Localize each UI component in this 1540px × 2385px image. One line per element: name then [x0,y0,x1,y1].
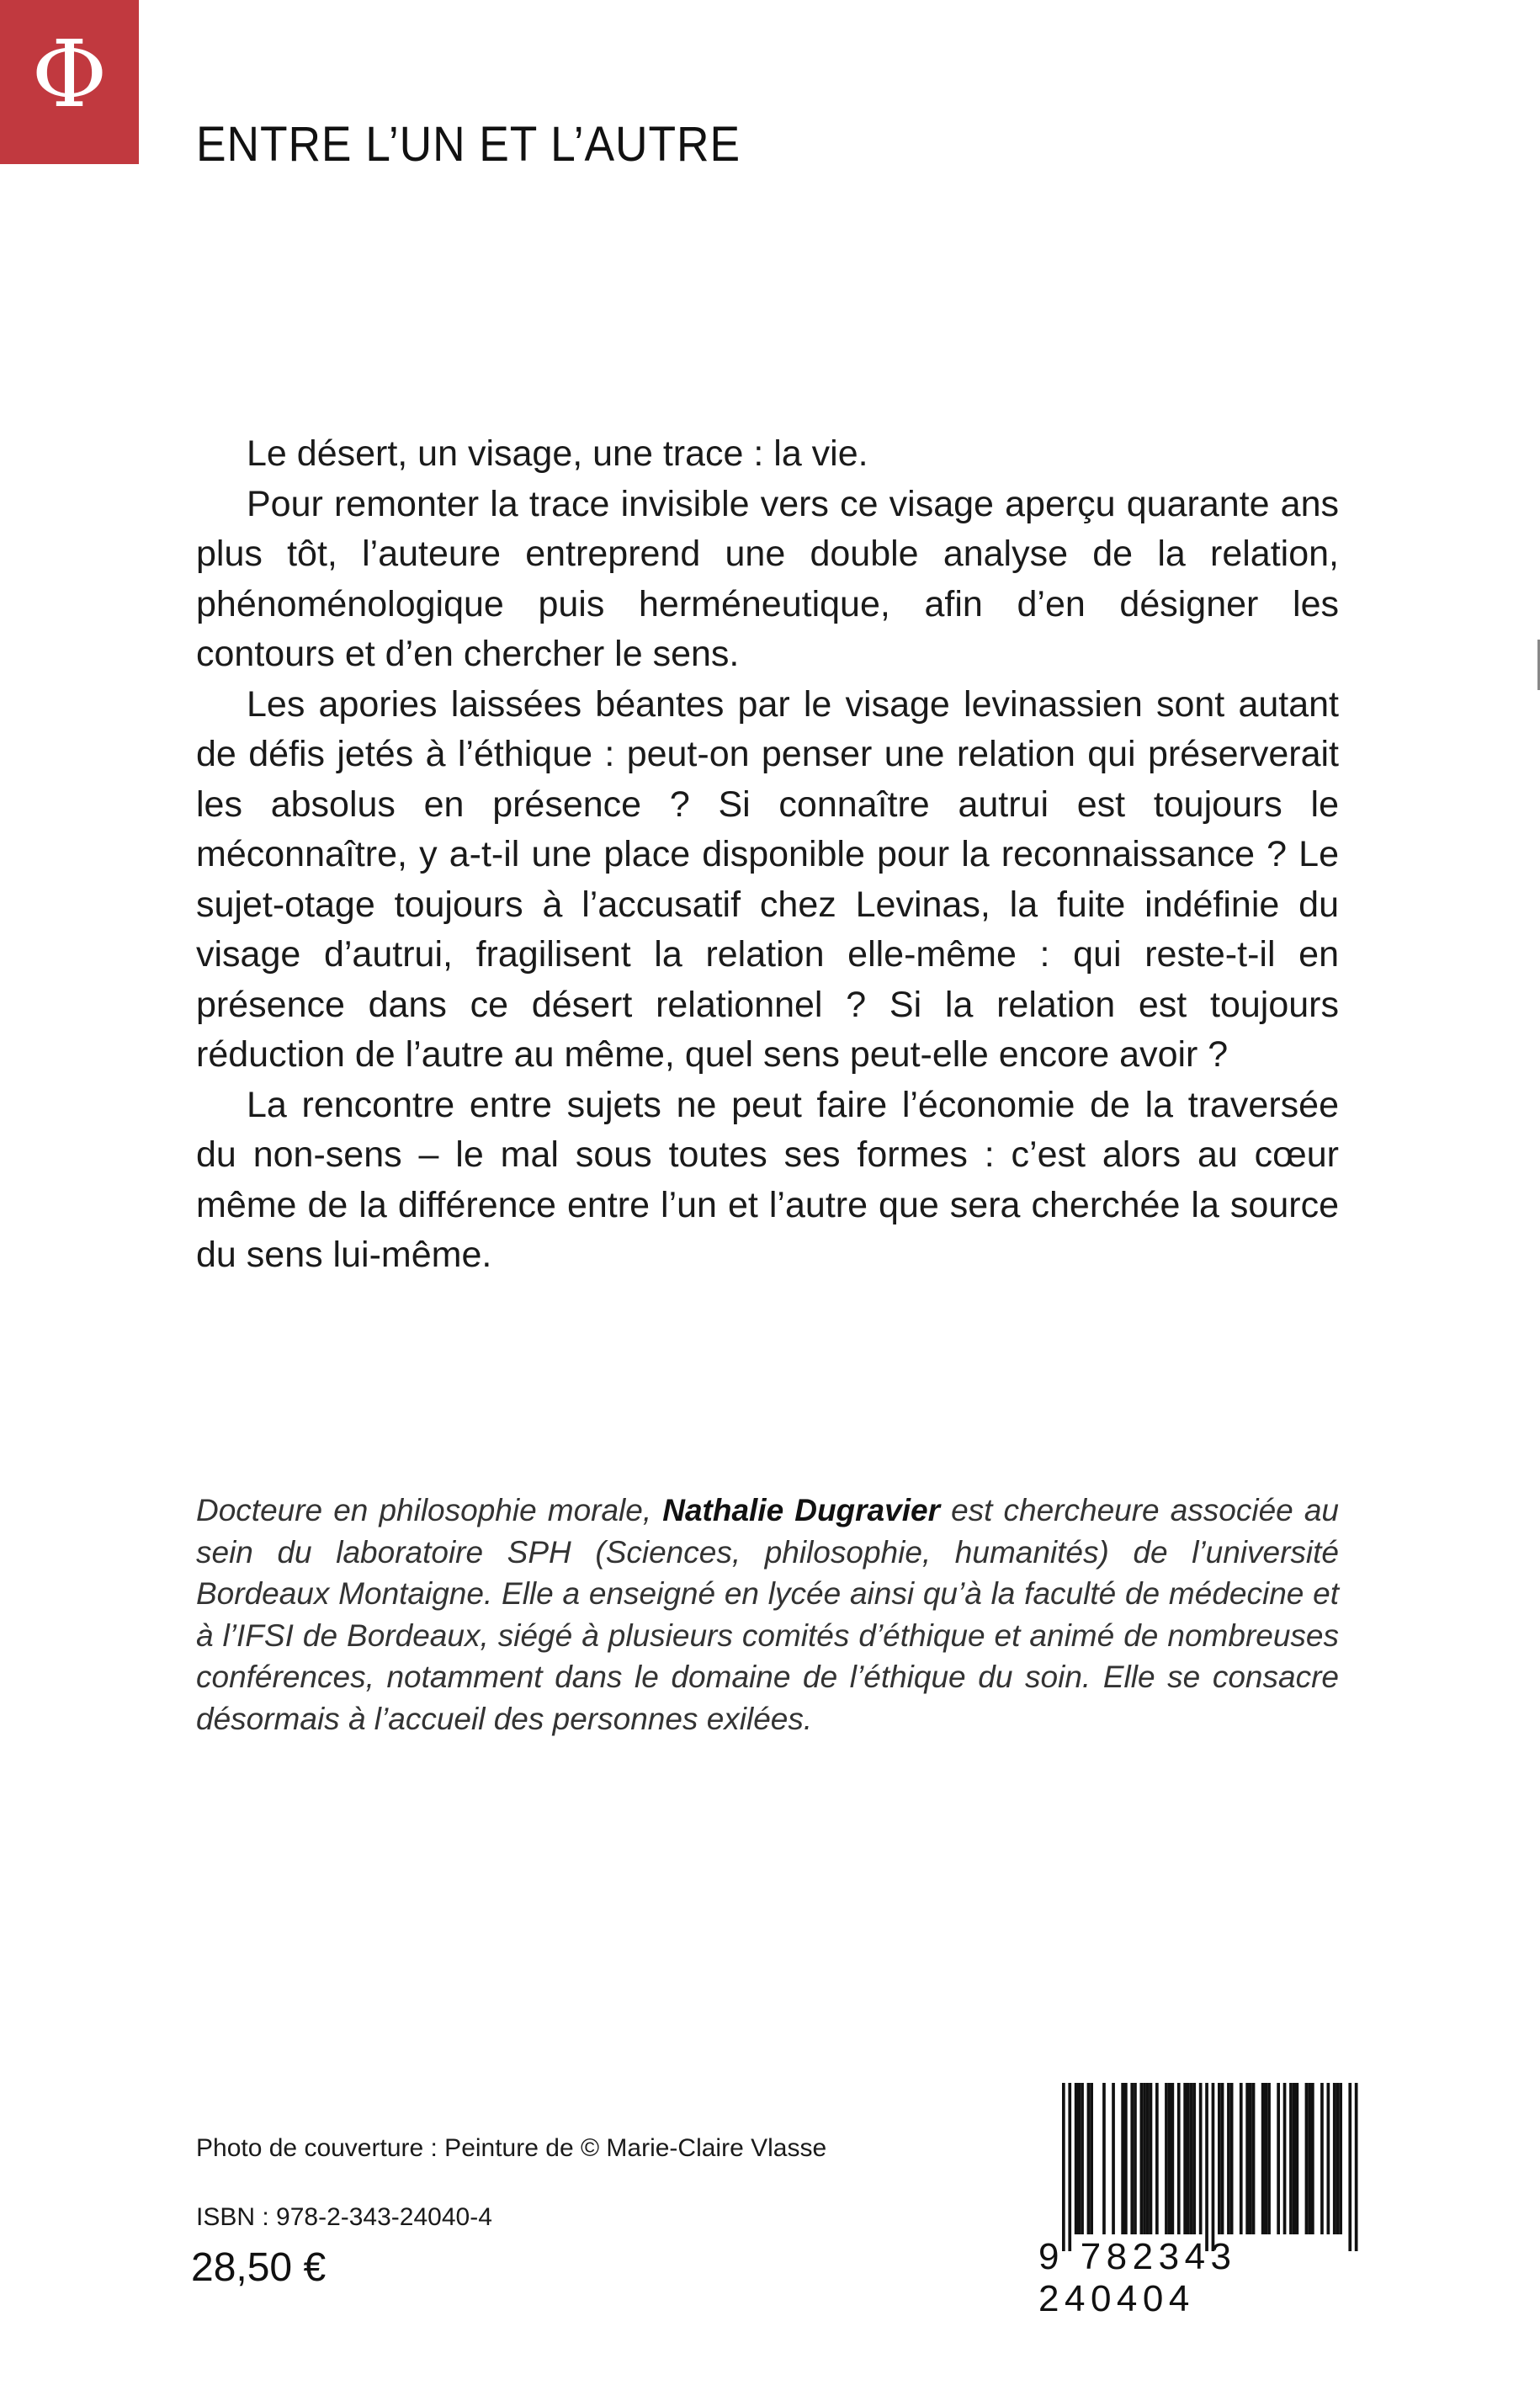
barcode-bar [1227,2083,1230,2234]
barcode-bar [1112,2083,1115,2234]
barcode-bar [1221,2083,1224,2234]
price: 28,50 € [191,2245,327,2290]
barcode-bars [1062,2083,1382,2251]
barcode-bar [1293,2083,1296,2234]
barcode-bar [1296,2083,1299,2234]
barcode-bar [1333,2083,1336,2234]
barcode-bar [1265,2083,1268,2234]
barcode-bar [1121,2083,1124,2234]
phi-logo-icon: Φ [31,19,108,128]
barcode-bar [1218,2083,1221,2234]
bio-text: est chercheure associée au sein du laboratoire SPH (Sciences, philosophie, humanités) de l’université Bordeaux Montaigne. Elle a enseigné en lycée ainsi qu’à la faculté de médecine et à l’IFSI de Bordeaux, siégé à plusieurs comités d’éthique et animé de nombreuses conférences, notamment dans le domaine de l’éthique du soin. Elle se consacre désormais à l’accueil des personnes exilées. [196,1493,1339,1736]
barcode-bar [1267,2083,1271,2234]
barcode-bar [1348,2083,1351,2251]
barcode-bar [1308,2083,1311,2234]
barcode-bar [1336,2083,1340,2234]
blurb-paragraph: Les apories laissées béantes par le visage levinassien sont autant de défis jetés à l’éthique : peut-on penser une relation qui préserverait les absolus en présence ? Si connaître autrui est toujours le méconnaître, y a-t-il une place disponible pour la reconnaissance ? Le sujet-otage toujours à l’accusatif chez Levinas, la fuite indéfinie du visage d’autrui, fragilisent la relation elle-même : qui reste-t-il en présence dans ce désert relationnel ? Si la relation est toujours réduction de l’autre au même, quel sens peut-elle encore avoir ? [196,683,1339,1075]
barcode-bar [1130,2083,1134,2234]
barcode-bar [1339,2083,1342,2234]
barcode-bar [1183,2083,1187,2234]
barcode-bar [1252,2083,1256,2234]
barcode-bar [1146,2083,1150,2234]
barcode-bar [1320,2083,1324,2234]
barcode-bar [1249,2083,1252,2234]
barcode-bar [1140,2083,1144,2234]
barcode-bar [1087,2083,1091,2234]
barcode-bar [1289,2083,1293,2234]
barcode-bar [1327,2083,1330,2234]
barcode-bar [1165,2083,1168,2234]
barcode-bar [1150,2083,1153,2234]
barcode-bar [1305,2083,1309,2234]
barcode-bar [1187,2083,1190,2234]
barcode-bar [1124,2083,1128,2234]
barcode-bar [1155,2083,1159,2234]
back-cover-blurb [196,429,1339,1281]
barcode-bar [1171,2083,1175,2234]
barcode-bar [1277,2083,1280,2234]
blurb-paragraph: La rencontre entre sujets ne peut faire l’économie de la traversée du non-sens – le mal sous toutes ses formes : c’est alors au cœur même de la différence entre l’un et l’autre que sera cherchée la source du sens lui-même. [196,1084,1339,1275]
photo-credit: Photo de couverture : Peinture de © Marie-Claire Vlasse [196,2134,827,2162]
blurb-paragraph: Pour remonter la trace invisible vers ce visage aperçu quarante ans plus tôt, l’auteure entreprend une double analyse de la relation, phénoménologique puis herméneutique, afin d’en désigner les contours et d’en chercher le sens. [196,483,1339,674]
barcode-bar [1075,2083,1078,2234]
barcode-bar [1311,2083,1314,2234]
barcode-bar [1177,2083,1181,2234]
barcode-number: 9 782343 240404 [1038,2236,1237,2319]
barcode-bar [1230,2083,1234,2234]
barcode-bar [1355,2083,1358,2251]
book-title: ENTRE L’UN ET L’AUTRE [196,117,741,172]
barcode-bar [1192,2083,1196,2234]
barcode-bar [1190,2083,1193,2234]
barcode-bar [1261,2083,1265,2234]
barcode-bar [1283,2083,1287,2234]
barcode-bar [1245,2083,1249,2234]
bio-intro: Docteure en philosophie morale, [196,1493,663,1527]
barcode-bar [1134,2083,1137,2234]
barcode-bar [1068,2083,1071,2251]
publisher-logo [0,0,139,164]
barcode-bar [1102,2083,1106,2234]
barcode-bar [1212,2083,1215,2251]
author-name: Nathalie Dugravier [662,1493,940,1527]
barcode-bar [1168,2083,1171,2234]
isbn: ISBN : 978-2-343-24040-4 [196,2203,492,2231]
barcode [1032,2083,1394,2319]
author-bio [196,1490,1339,1740]
barcode-bar [1081,2083,1084,2234]
barcode-bar [1143,2083,1146,2234]
barcode-bar [1205,2083,1208,2251]
barcode-bar [1062,2083,1065,2251]
barcode-bar [1240,2083,1243,2234]
blurb-paragraph: Le désert, un visage, une trace : la vie. [247,433,868,474]
barcode-bar [1078,2083,1081,2234]
barcode-bar [1199,2083,1203,2234]
barcode-bar [1090,2083,1093,2234]
